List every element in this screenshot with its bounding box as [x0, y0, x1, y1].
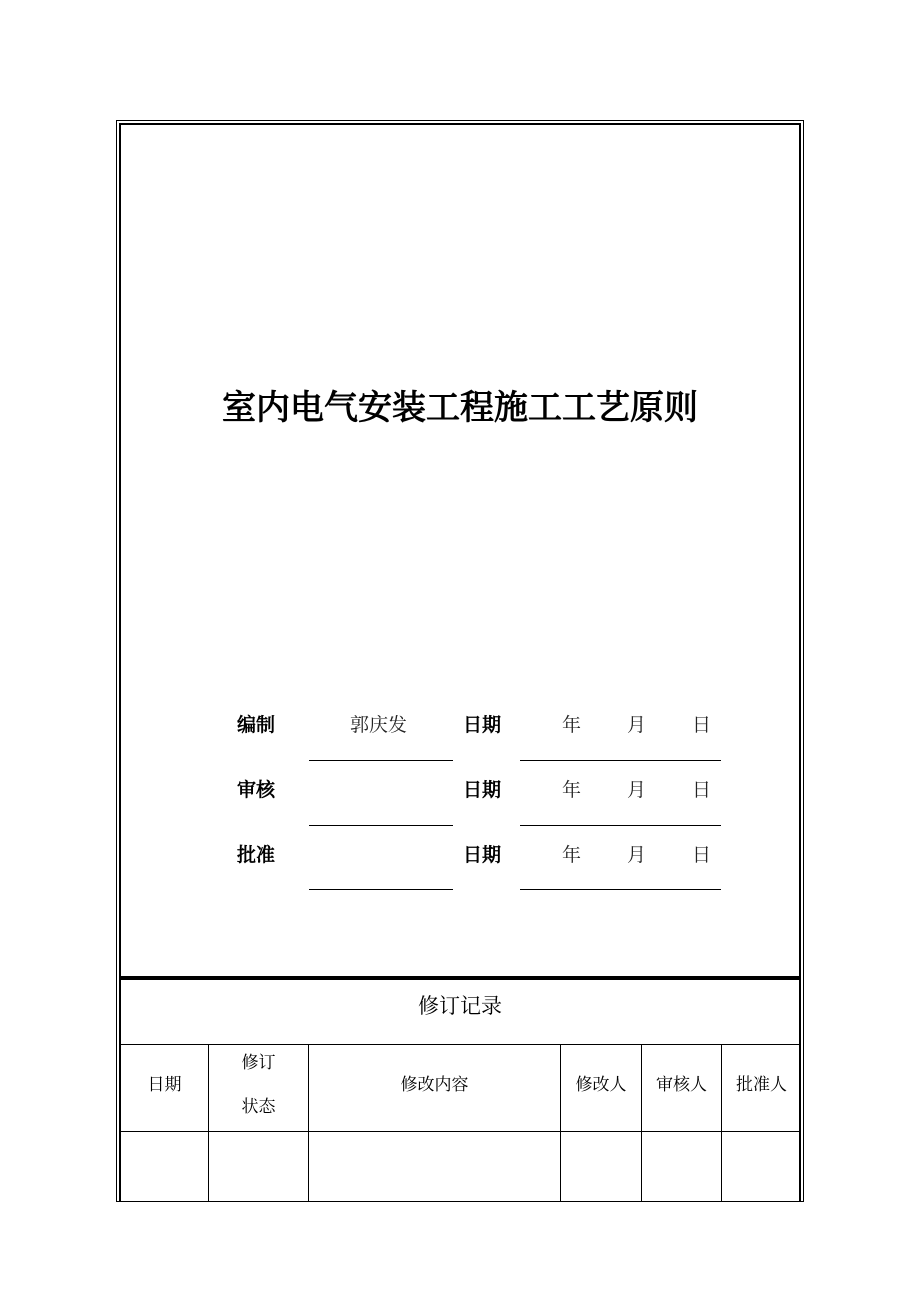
column-divider [641, 1044, 642, 1202]
revision-title-divider [119, 1044, 801, 1045]
signature-label-compile: 编制 [237, 714, 276, 736]
name-underline-compile [309, 760, 453, 761]
header-approver: 批准人 [736, 1075, 787, 1095]
header-date: 日期 [147, 1075, 182, 1095]
month-label-compile: 月 [627, 714, 647, 736]
header-modifier: 修改人 [575, 1075, 627, 1095]
year-label-compile: 年 [562, 714, 582, 736]
column-divider [560, 1044, 561, 1202]
name-underline-review [309, 825, 453, 826]
day-label-compile: 日 [692, 714, 712, 736]
column-divider [721, 1044, 722, 1202]
signature-label-review: 审核 [237, 779, 276, 801]
date-label-compile: 日期 [463, 714, 502, 736]
date-label-review: 日期 [463, 779, 502, 801]
header-reviewer: 审核人 [656, 1075, 707, 1095]
year-label-approve: 年 [562, 844, 582, 866]
header-content: 修改内容 [400, 1075, 469, 1095]
date-underline-review [520, 825, 721, 826]
date-underline-compile [520, 760, 721, 761]
month-label-approve: 月 [627, 844, 647, 866]
day-label-review: 日 [692, 779, 712, 801]
header-status-line1: 修订 [241, 1053, 276, 1073]
document-title: 室内电气安装工程施工工艺原则 [222, 388, 698, 428]
month-label-review: 月 [627, 779, 647, 801]
year-label-review: 年 [562, 779, 582, 801]
date-label-approve: 日期 [463, 844, 502, 866]
revision-title: 修订记录 [418, 994, 502, 1018]
day-label-approve: 日 [692, 844, 712, 866]
signature-name-compile: 郭庆发 [350, 714, 408, 736]
date-underline-approve [520, 889, 721, 890]
name-underline-approve [309, 889, 453, 890]
signature-label-approve: 批准 [237, 844, 276, 866]
header-status-line2: 状态 [241, 1097, 276, 1117]
column-divider [308, 1044, 309, 1202]
revision-header-divider [119, 1131, 801, 1132]
